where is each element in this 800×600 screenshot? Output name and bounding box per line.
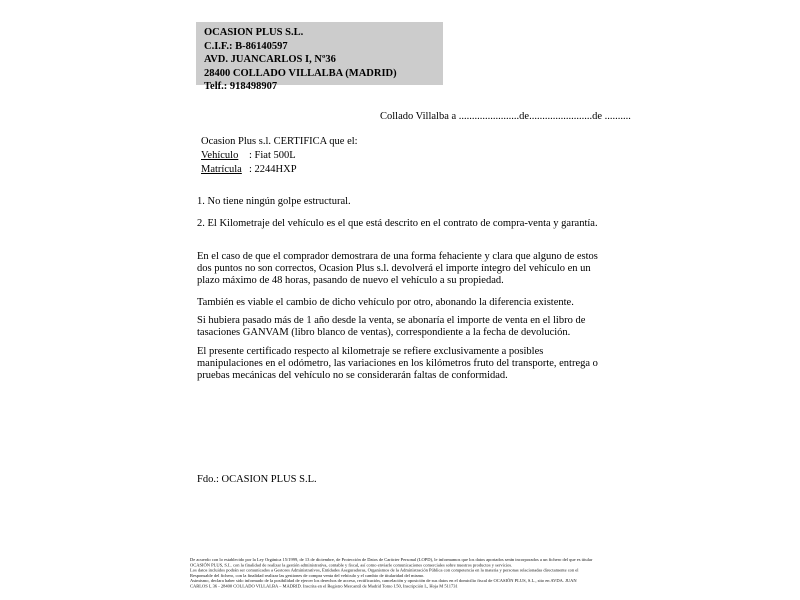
vehicle-label: Vehículo xyxy=(201,150,239,161)
certification-block xyxy=(201,135,358,177)
date-line: Collado Villalba a .......................de........................de .......... xyxy=(380,111,631,122)
exchange-paragraph: También es viable el cambio de dicho vehículo por otro, abonando la diferencia existente. xyxy=(197,297,574,308)
legal-footer-line-3: Los datos incluidos podrán ser comunicados a Gestores Administrativos, Entidades Aseguradoras, Organismos de la Administración Pública con competencia en la materia y personas relacionadas directamente con el xyxy=(190,568,579,574)
company-phone: Telf.: 918498907 xyxy=(204,81,278,92)
refund-paragraph: En el caso de que el comprador demostrara de una forma fehaciente y clara que alguno de estos dos puntos no son correctos, Ocasion Plus s.l. devolverá el importe íntegro del vehículo en un plazo máximo de 48 horas, pasando de nuevo el vehículo a su propiedad. xyxy=(197,251,598,287)
company-address: AVD. JUANCARLOS I, Nº36 xyxy=(204,54,336,65)
vehicle-value: : Fiat 500L xyxy=(249,150,296,161)
signature-line: Fdo.: OCASION PLUS S.L. xyxy=(197,474,317,485)
legal-footer-line-2: OCASIÓN PLUS, S.L. con la finalidad de realizar la gestión administrativa, contable y fiscal, así como enviarle comunicaciones comerciales sobre nuestros productos y servicios. xyxy=(190,563,513,568)
certified-point-2: 2. El Kilometraje del vehículo es el que está descrito en el contrato de compra-venta y garantía. xyxy=(197,218,598,229)
plate-line xyxy=(201,163,358,177)
company-header-box xyxy=(196,22,443,85)
legal-footer-line-5: Asimismo, declara haber sido informado de la posibilidad de ejercer los derechos de acceso, rectificación, cancelación y oposición de sus datos en el domicilio fiscal de OCASIÓN PLUS, S.L., sito en AVDA. JUAN xyxy=(190,579,577,584)
legal-footer-line-6: CARLOS I, 36 - 28400 COLLADO VILLALBA – MADRID. Inscrita en el Registro Mercantil de Madrid Tomo I.50, Inscripción L, Hoja M 511731 xyxy=(190,584,458,590)
legal-footer-line-4: Responsable del fichero, con la finalidad realizar las gestiones de compra venta del vehículo y el cambio de titularidad del mismo. xyxy=(190,573,425,579)
plate-value: : 2244HXP xyxy=(249,164,297,175)
company-name: OCASION PLUS S.L. xyxy=(204,27,304,38)
certification-intro: Ocasion Plus s.l. CERTIFICA que el: xyxy=(201,136,358,147)
legal-footer xyxy=(190,558,612,590)
ganvam-paragraph: Si hubiera pasado más de 1 año desde la venta, se abonaría el importe de venta en el libro de tasaciones GANVAM (libro blanco de ventas), correspondiente a la fecha de devolución. xyxy=(197,315,586,339)
legal-footer-line-1: De acuerdo con lo establecido por la Ley Orgánica 15/1999, de 13 de diciembre, de Protección de Datos de Carácter Personal (LOPD), le informamos que los datos aportados serán incorporados a un fichero del que es titular xyxy=(190,558,593,563)
vehicle-line xyxy=(201,149,358,163)
certified-point-1: 1. No tiene ningún golpe estructural. xyxy=(197,196,351,207)
plate-label: Matrícula xyxy=(201,164,242,175)
company-cif: C.I.F.: B-86140597 xyxy=(204,40,288,52)
odometer-paragraph: El presente certificado respecto al kilometraje se refiere exclusivamente a posibles manipulaciones en el odómetro, las variaciones en los kilómetros fruto del transporte, entrega o pruebas mecánicas del vehículo no se considerarán faltas de conformidad. xyxy=(197,346,598,382)
company-city: 28400 COLLADO VILLALBA (MADRID) xyxy=(204,67,397,79)
